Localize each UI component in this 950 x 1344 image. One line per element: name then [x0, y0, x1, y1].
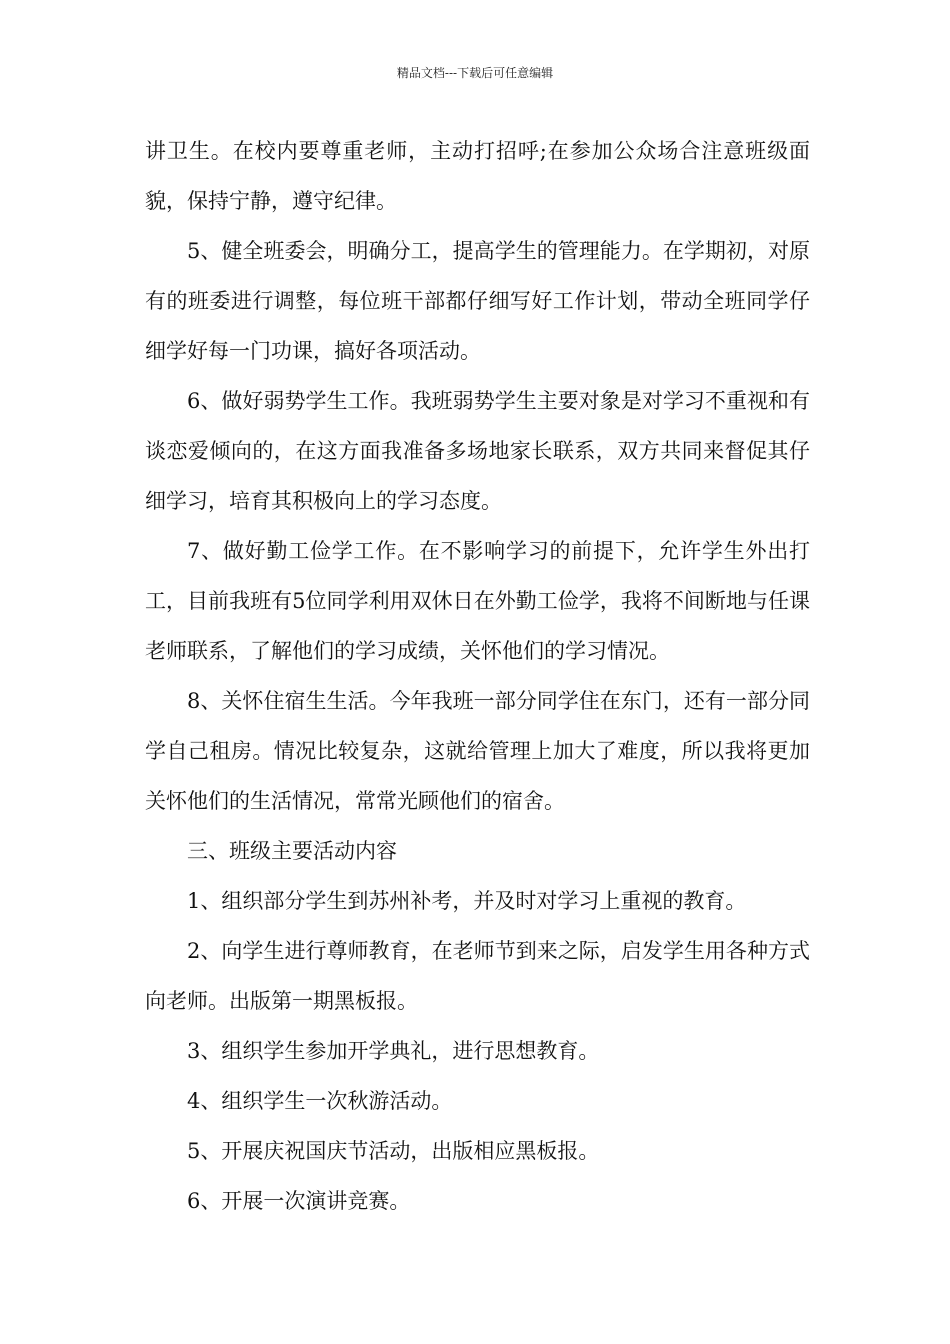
activity-item-1: 1、组织部分学生到苏州补考，并及时对学习上重视的教育。 — [187, 889, 747, 913]
paragraph-item-8: 8、关怀住宿生生活。今年我班一部分同学住在东门，还有一部分同学自己租房。情况比较复杂，这就给管理上加大了难度，所以我将更加关怀他们的生活情况，常常光顾他们的宿舍。 — [145, 689, 810, 813]
paragraph-item-7: 7、做好勤工俭学工作。在不影响学习的前提下，允许学生外出打工，目前我班有5位同学利用双休日在外勤工俭学，我将不间断地与任课老师联系，了解他们的学习成绩，关怀他们的学习情况。 — [145, 539, 810, 663]
paragraph-item-5: 5、健全班委会，明确分工，提高学生的管理能力。在学期初，对原有的班委进行调整，每位班干部都仔细写好工作计划，带动全班同学仔细学好每一门功课，搞好各项活动。 — [145, 239, 810, 363]
section-heading: 三、班级主要活动内容 — [187, 839, 397, 863]
activity-item-3: 3、组织学生参加开学典礼，进行思想教育。 — [187, 1039, 600, 1063]
page-header: 精品文档---下载后可任意编辑 — [396, 66, 554, 80]
activity-item-6: 6、开展一次演讲竞赛。 — [187, 1189, 411, 1213]
activity-item-2: 2、向学生进行尊师教育，在老师节到来之际，启发学生用各种方式向老师。出版第一期黑板报。 — [145, 939, 810, 1013]
document-body — [145, 126, 810, 1226]
activity-item-4: 4、组织学生一次秋游活动。 — [187, 1089, 453, 1113]
activity-item-5: 5、开展庆祝国庆节活动，出版相应黑板报。 — [187, 1139, 600, 1163]
paragraph-item-6: 6、做好弱势学生工作。我班弱势学生主要对象是对学习不重视和有谈恋爱倾向的，在这方面我准备多场地家长联系，双方共同来督促其仔细学习，培育其积极向上的学习态度。 — [145, 389, 810, 513]
paragraph-continuation: 讲卫生。在校内要尊重老师，主动打招呼;在参加公众场合注意班级面貌，保持宁静，遵守纪律。 — [145, 139, 810, 213]
